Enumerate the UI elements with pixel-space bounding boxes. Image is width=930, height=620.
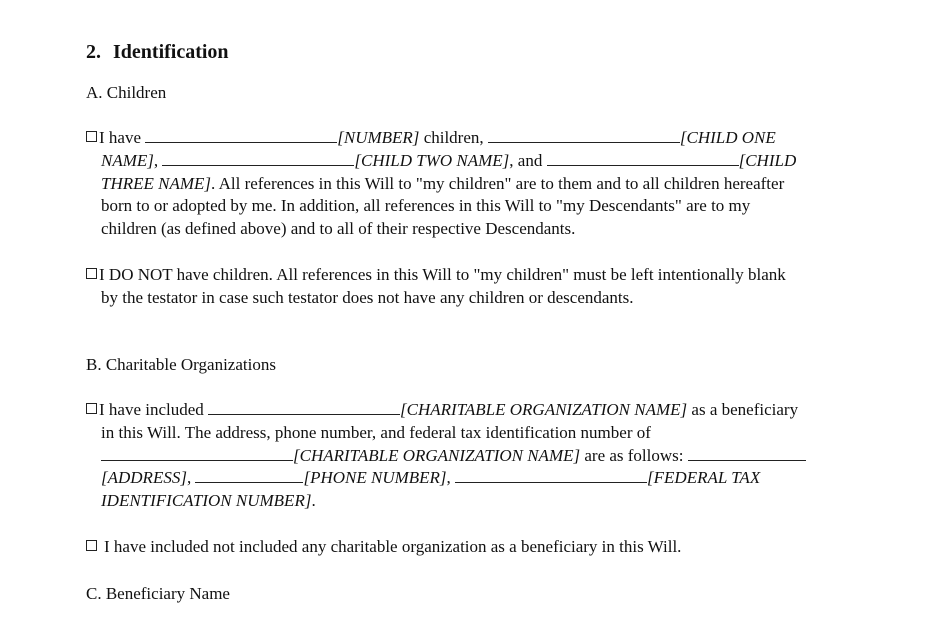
org-name-placeholder-1: [CHARITABLE ORGANIZATION NAME] bbox=[400, 400, 688, 419]
org-name-blank-1[interactable] bbox=[208, 413, 400, 415]
child-three-placeholder: [CHILD bbox=[738, 150, 797, 170]
children-heading: A. Children bbox=[86, 83, 167, 102]
section-heading bbox=[86, 40, 229, 64]
follows-blank[interactable] bbox=[688, 459, 806, 461]
section-number: 2. bbox=[86, 41, 101, 63]
child-one-placeholder: [CHILD ONE bbox=[679, 128, 776, 147]
child-two-placeholder: [CHILD TWO NAME] bbox=[354, 150, 510, 170]
children-have-clause: I have [NUMBER] children, [CHILD ONE NAME], [CHILD TWO NAME], and [CHILD THREE NAME]. All references in this Will to "my children" are to them and to all children hereafter born to or adopted by me. In addition, all references in this Will to "my Descendants" are to my children (as defined above) and to all of their respective Descendants. bbox=[86, 127, 871, 241]
child-three-blank[interactable] bbox=[547, 164, 739, 166]
charitable-not-included-checkbox[interactable] bbox=[86, 540, 97, 551]
children-none-clause: I DO NOT have children. All references in this Will to "my children" must be left intentionally blank by the testator in case such testator does not have any children or descendants. bbox=[86, 264, 871, 310]
number-placeholder: [NUMBER] bbox=[337, 128, 420, 147]
charitable-included-checkbox[interactable] bbox=[86, 403, 97, 414]
charitable-not-included-clause: I have included not included any charitable organization as a beneficiary in this Will. bbox=[86, 536, 871, 559]
org-name-blank-2[interactable] bbox=[101, 459, 293, 461]
org-name-placeholder-2: [CHARITABLE ORGANIZATION NAME] bbox=[293, 445, 581, 465]
beneficiary-heading: C. Beneficiary Name bbox=[86, 584, 230, 603]
phone-placeholder: [PHONE NUMBER] bbox=[303, 468, 447, 488]
fed-tax-placeholder: [FEDERAL TAX bbox=[647, 468, 761, 488]
charitable-heading: B. Charitable Organizations bbox=[86, 355, 276, 374]
section-title: Identification bbox=[113, 41, 229, 63]
charitable-included-clause: I have included [CHARITABLE ORGANIZATION NAME] as a beneficiary in this Will. The address, phone number, and federal tax identification number of [CHARITABLE ORGANIZATION NAME] are as follows: [ADDRESS], [PHONE NUMBER], [FEDERAL TAX IDENTIFICATION NUMBER]. bbox=[86, 399, 871, 513]
children-none-checkbox[interactable] bbox=[86, 268, 97, 279]
child-one-blank[interactable] bbox=[488, 141, 680, 143]
child-two-blank[interactable] bbox=[162, 164, 354, 166]
children-have-checkbox[interactable] bbox=[86, 131, 97, 142]
phone-blank[interactable] bbox=[195, 481, 303, 483]
number-blank[interactable] bbox=[145, 141, 337, 143]
address-placeholder: [ADDRESS] bbox=[101, 468, 187, 488]
fed-tax-blank[interactable] bbox=[455, 481, 647, 483]
